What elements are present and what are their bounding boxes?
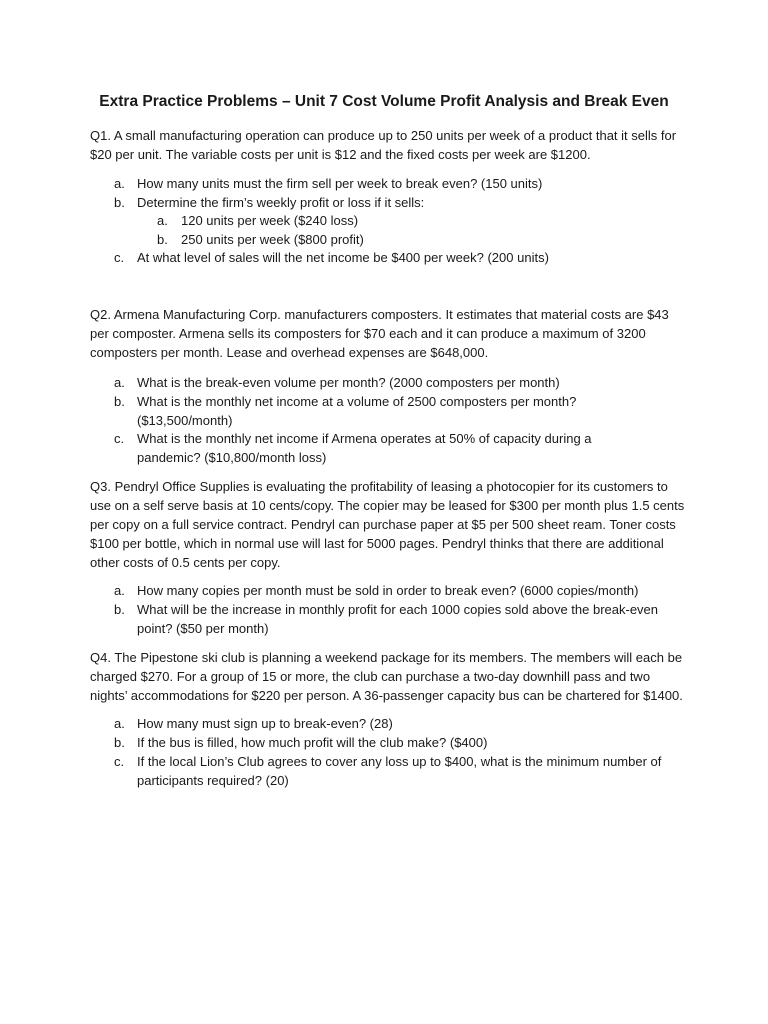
list-marker: a.: [114, 176, 125, 191]
list-marker: a.: [114, 375, 125, 390]
q1-question: [90, 126, 680, 164]
list-marker: c.: [114, 431, 125, 446]
q2-line-1: Q2. Armena Manufacturing Corp. manufacturers composters. It estimates that material costs are $43: [90, 307, 669, 322]
q4-line-2: charged $270. For a group of 15 or more, the club can purchase a two-day downhill pass and two: [90, 669, 651, 684]
list-marker: b.: [114, 195, 125, 210]
list-item-line: What is the monthly net income at a volume of 2500 composters per month?: [137, 394, 577, 409]
list-item-text: [137, 752, 661, 790]
q4-line-1: Q4. The Pipestone ski club is planning a weekend package for its members. The members will each be: [90, 650, 683, 665]
q3-line-4: $100 per bottle, which in normal use will last for 5000 pages. Pendryl thinks that there are additional: [90, 536, 664, 551]
q1-line-2: $20 per unit. The variable costs per unit is $12 and the fixed costs per week are $1200.: [90, 147, 591, 162]
list-item-text: How many units must the firm sell per week to break even? (150 units): [137, 176, 543, 191]
q1-line-1: Q1. A small manufacturing operation can produce up to 250 units per week of a product that it sells for: [90, 128, 677, 143]
list-item-line: point? ($50 per month): [137, 621, 269, 636]
q3-line-1: Q3. Pendryl Office Supplies is evaluating the profitability of leasing a photocopier for its customers to: [90, 479, 668, 494]
list-item-line: If the local Lion’s Club agrees to cover any loss up to $400, what is the minimum number of: [137, 754, 662, 769]
q2-line-2: per composter. Armena sells its composters for $70 each and it can produce a maximum of 3200: [90, 326, 646, 341]
list-marker: b.: [114, 394, 125, 409]
list-marker: b.: [114, 735, 125, 750]
q3-line-2: use on a self serve basis at 10 cents/copy. The copier may be leased for $300 per month plus 1.5 cents: [90, 498, 685, 513]
list-item-text: Determine the firm’s weekly profit or loss if it sells:: [137, 195, 425, 210]
list-item-line: ($13,500/month): [137, 413, 233, 428]
list-item-text: At what level of sales will the net income be $400 per week? (200 units): [137, 250, 549, 265]
list-item-line: participants required? (20): [137, 773, 289, 788]
list-item-line: What will be the increase in monthly profit for each 1000 copies sold above the break-even: [137, 602, 659, 617]
list-marker: c.: [114, 250, 125, 265]
list-item-text: How many copies per month must be sold in order to break even? (6000 copies/month): [137, 583, 639, 598]
q4-line-3: nights’ accommodations for $220 per person. A 36-passenger capacity bus can be chartered for $1400.: [90, 688, 683, 703]
list-marker: a.: [114, 583, 125, 598]
list-marker: b.: [157, 232, 168, 247]
list-item-text: [137, 600, 658, 638]
q3-line-3: per copy on a full service contract. Pendryl can purchase paper at $5 per 500 sheet ream. Toner costs: [90, 517, 676, 532]
q4-question: [90, 648, 683, 705]
list-item-text: What is the break-even volume per month? (2000 composters per month): [137, 375, 560, 390]
list-marker: c.: [114, 754, 125, 769]
list-marker: b.: [114, 602, 125, 617]
list-item-line: pandemic? ($10,800/month loss): [137, 450, 327, 465]
list-item-text: How many must sign up to break-even? (28): [137, 716, 393, 731]
q3-question: [90, 477, 685, 572]
list-item-text: [137, 392, 576, 430]
q2-question: [90, 305, 680, 362]
q2-line-3: composters per month. Lease and overhead expenses are $648,000.: [90, 345, 489, 360]
q3-line-5: other costs of 0.5 cents per copy.: [90, 555, 281, 570]
document-title: Extra Practice Problems – Unit 7 Cost Volume Profit Analysis and Break Even: [99, 93, 669, 110]
list-item-text: If the bus is filled, how much profit will the club make? ($400): [137, 735, 488, 750]
list-item-text: [137, 429, 592, 467]
list-marker: a.: [157, 213, 168, 228]
list-item-text: 120 units per week ($240 loss): [181, 213, 359, 228]
list-item-text: 250 units per week ($800 profit): [181, 232, 364, 247]
list-item-line: What is the monthly net income if Armena operates at 50% of capacity during a: [137, 431, 592, 446]
list-marker: a.: [114, 716, 125, 731]
